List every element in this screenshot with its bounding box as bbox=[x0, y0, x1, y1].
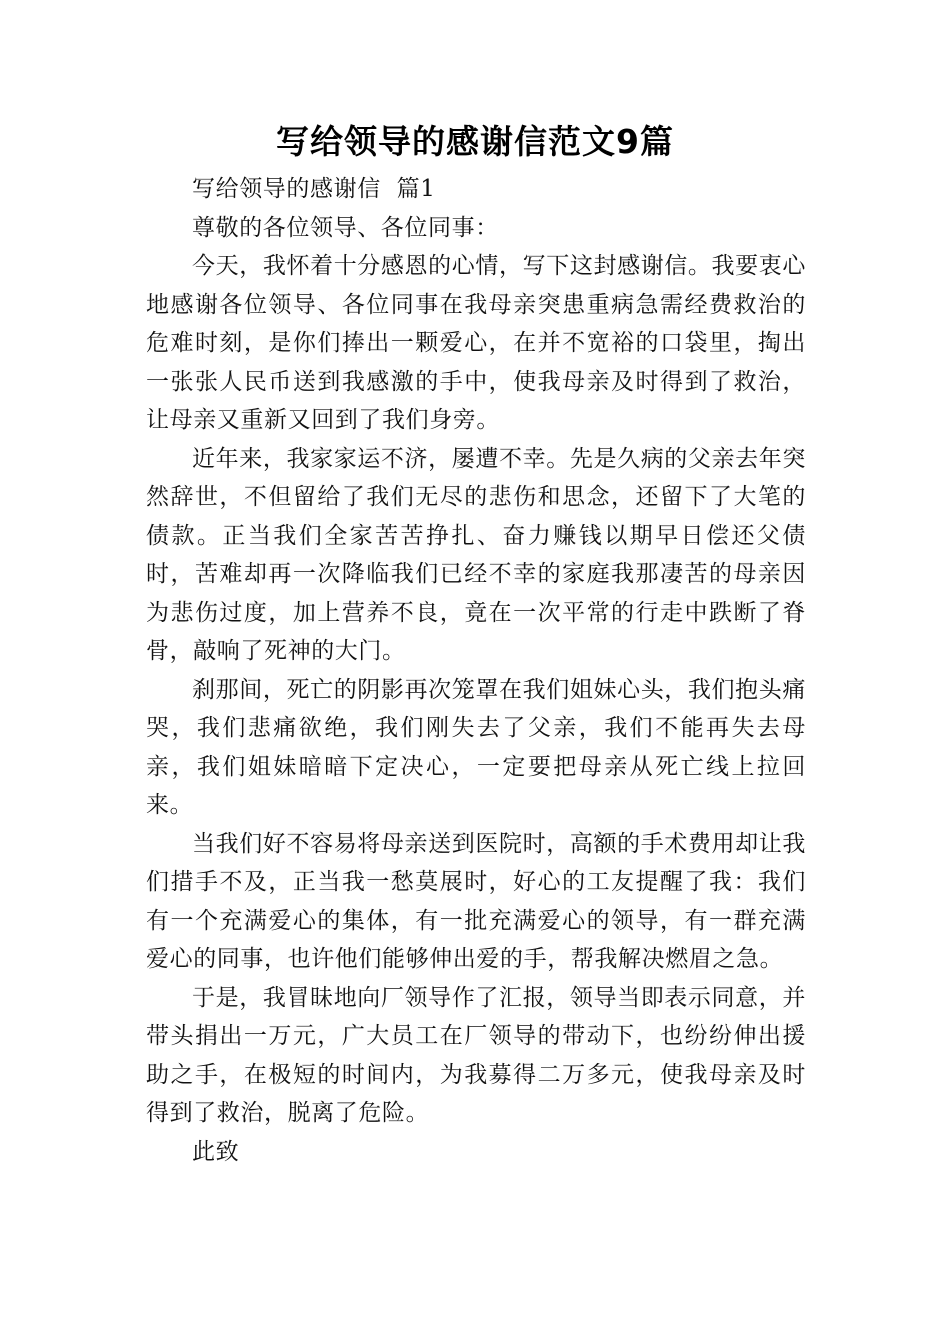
document-title: 写给领导的感谢信范文9篇 bbox=[276, 122, 674, 161]
body-paragraph-2: 近年来，我家家运不济，屡遭不幸。先是久病的父亲去年突然辞世，不但留给了我们无尽的悲伤和思念，还留下了大笔的债款。正当我们全家苦苦挣扎、奋力赚钱以期早日偿还父债时，苦难却再一次降临我们已经不幸的家庭我那凄苦的母亲因为悲伤过度，加上营养不良，竟在一次平常的行走中跌断了脊骨，敲响了死神的大门。 bbox=[146, 445, 806, 664]
document-body bbox=[146, 170, 806, 1171]
body-paragraph-5: 于是，我冒昧地向厂领导作了汇报，领导当即表示同意，并带头捐出一万元，广大员工在厂领导的带动下，也纷纷伸出援助之手，在极短的时间内，为我募得二万多元，使我母亲及时得到了救治，脱离了危险。 bbox=[146, 984, 806, 1126]
body-paragraph-4: 当我们好不容易将母亲送到医院时，高额的手术费用却让我们措手不及，正当我一愁莫展时，好心的工友提醒了我：我们有一个充满爱心的集体，有一批充满爱心的领导，有一群充满爱心的同事，也许他们能够伸出爱的手，帮我解决燃眉之急。 bbox=[146, 830, 806, 972]
letter-closing: 此致 bbox=[192, 1138, 240, 1165]
body-paragraph-3: 刹那间，死亡的阴影再次笼罩在我们姐妹心头，我们抱头痛哭，我们悲痛欲绝，我们刚失去了父亲，我们不能再失去母亲，我们姐妹暗暗下定决心，一定要把母亲从死亡线上拉回来。 bbox=[146, 676, 806, 818]
body-paragraph-1: 今天，我怀着十分感恩的心情，写下这封感谢信。我要衷心地感谢各位领导、各位同事在我母亲突患重病急需经费救治的危难时刻，是你们捧出一颗爱心，在并不宽裕的口袋里，掏出一张张人民币送到我感激的手中，使我母亲及时得到了救治，让母亲又重新又回到了我们身旁。 bbox=[146, 253, 806, 433]
letter-subheading: 写给领导的感谢信 篇1 bbox=[192, 176, 436, 202]
letter-salutation: 尊敬的各位领导、各位同事： bbox=[192, 214, 499, 241]
